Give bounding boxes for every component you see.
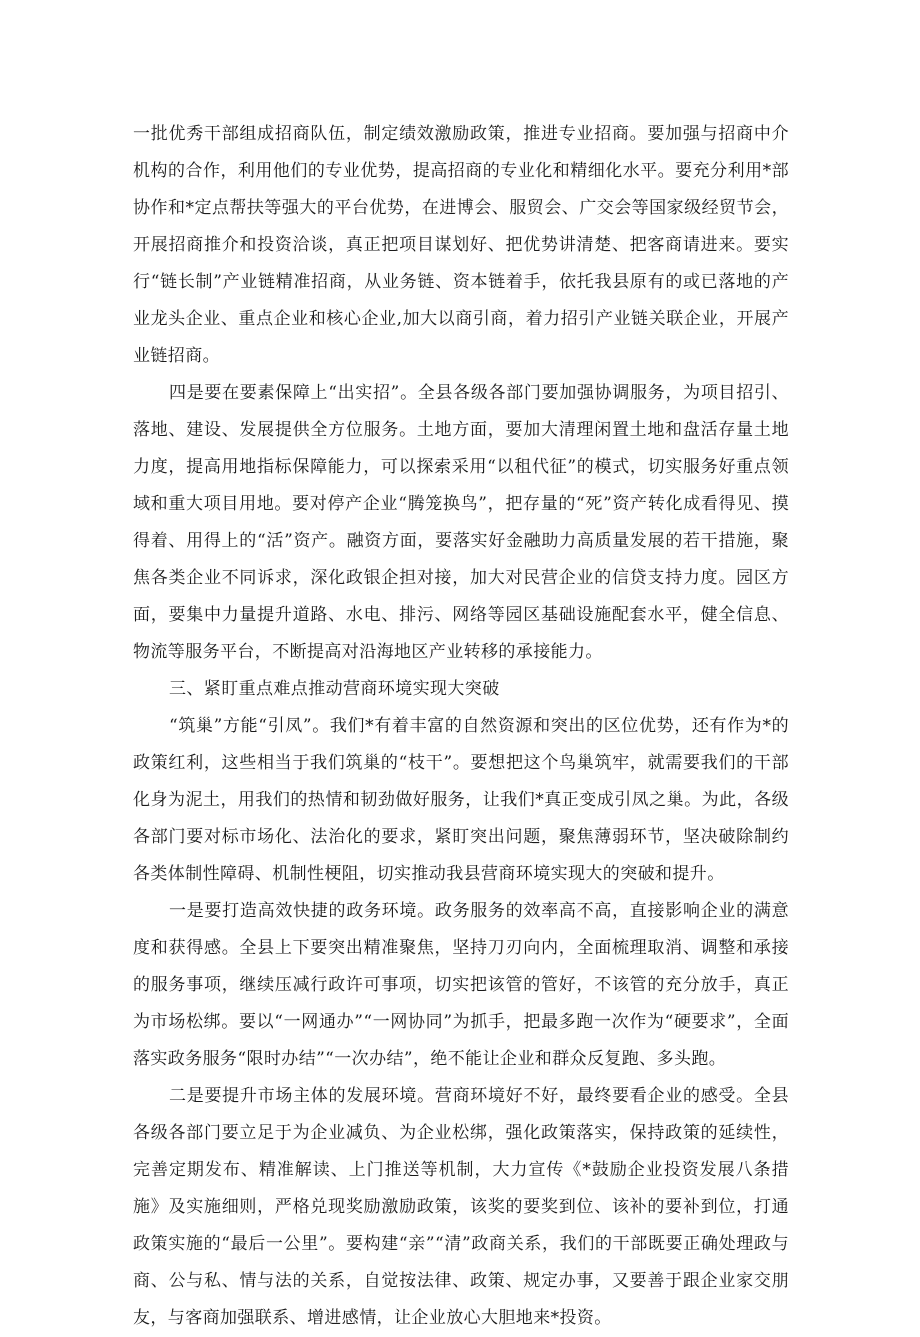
paragraph-market-entities: 二是要提升市场主体的发展环境。营商环境好不好，最终要看企业的感受。全县各级各部门要立足于为企业减负、为企业松绑，强化政策落实，保持政策的延续性，完善定期发布、精准解读、上门推送等机制，大力宣传《*鼓励企业投资发展八条措施》及实施细则，严格兑现奖励激励政策，该奖的要奖到位、该补的要补到位，打通政策实施的“最后一公里”。要构建“亲”“清”政商关系，我们的干部既要正确处理政与商、公与私、情与法的关系，自觉按法律、政策、规定办事，又要善于跟企业家交朋友，与客商加强联系、增进感情，让企业放心大胆地来*投资。 <box>133 1086 789 1328</box>
paragraph-nest-building: “筑巢”方能“引凤”。我们*有着丰富的自然资源和突出的区位优势，还有作为*的政策红利，这些相当于我们筑巢的“枝干”。要想把这个鸟巢筑牢，就需要我们的干部化身为泥土，用我们的热情和韧劲做好服务，让我们*真正变成引凤之巢。为此，各级各部门要对标市场化、法治化的要求，紧盯突出问题，聚焦薄弱环节，坚决破除制约各类体制性障碍、机制性梗阻，切实推动我县营商环境实现大的突破和提升。 <box>133 716 789 884</box>
paragraph-government-service: 一是要打造高效快捷的政务环境。政务服务的效率高不高，直接影响企业的满意度和获得感。全县上下要突出精准聚焦，坚持刀刃向内，全面梳理取消、调整和承接的服务事项，继续压减行政许可事项，切实把该管的管好，不该管的充分放手，真正为市场松绑。要以“一网通办”“一网协同”为抓手，把最多跑一次作为“硬要求”，全面落实政务服务“限时办结”“一次办结”，绝不能让企业和群众反复跑、多头跑。 <box>133 901 789 1069</box>
paragraph-factor-guarantee: 四是要在要素保障上“出实招”。全县各级各部门要加强协调服务，为项目招引、落地、建设、发展提供全方位服务。土地方面，要加大清理闲置土地和盘活存量土地力度，提高用地指标保障能力，可以探索采用“以租代征”的模式，切实服务好重点领域和重大项目用地。要对停产企业“腾笼换鸟”，把存量的“死”资产转化成看得见、摸得着、用得上的“活”资产。融资方面，要落实好金融助力高质量发展的若干措施，聚焦各类企业不同诉求，深化政银企担对接，加大对民营企业的信贷支持力度。园区方面，要集中力量提升道路、水电、排污、网络等园区基础设施配套水平，健全信息、物流等服务平台，不断提高对沿海地区产业转移的承接能力。 <box>133 383 789 662</box>
section-heading-business-environment: 三、紧盯重点难点推动营商环境实现大突破 <box>169 679 500 699</box>
paragraph-recruitment-team: 一批优秀干部组成招商队伍，制定绩效激励政策，推进专业招商。要加强与招商中介机构的合作，利用他们的专业优势，提高招商的专业化和精细化水平。要充分利用*部协作和*定点帮扶等强大的平台优势，在进博会、服贸会、广交会等国家级经贸节会，开展招商推介和投资洽谈，真正把项目谋划好、把优势讲清楚、把客商请进来。要实行“链长制”产业链精准招商，从业务链、资本链着手，依托我县原有的或已落地的产业龙头企业、重点企业和核心企业,加大以商引商，着力招引产业链关联企业，开展产业链招商。 <box>133 124 789 366</box>
document-body <box>133 116 789 1337</box>
